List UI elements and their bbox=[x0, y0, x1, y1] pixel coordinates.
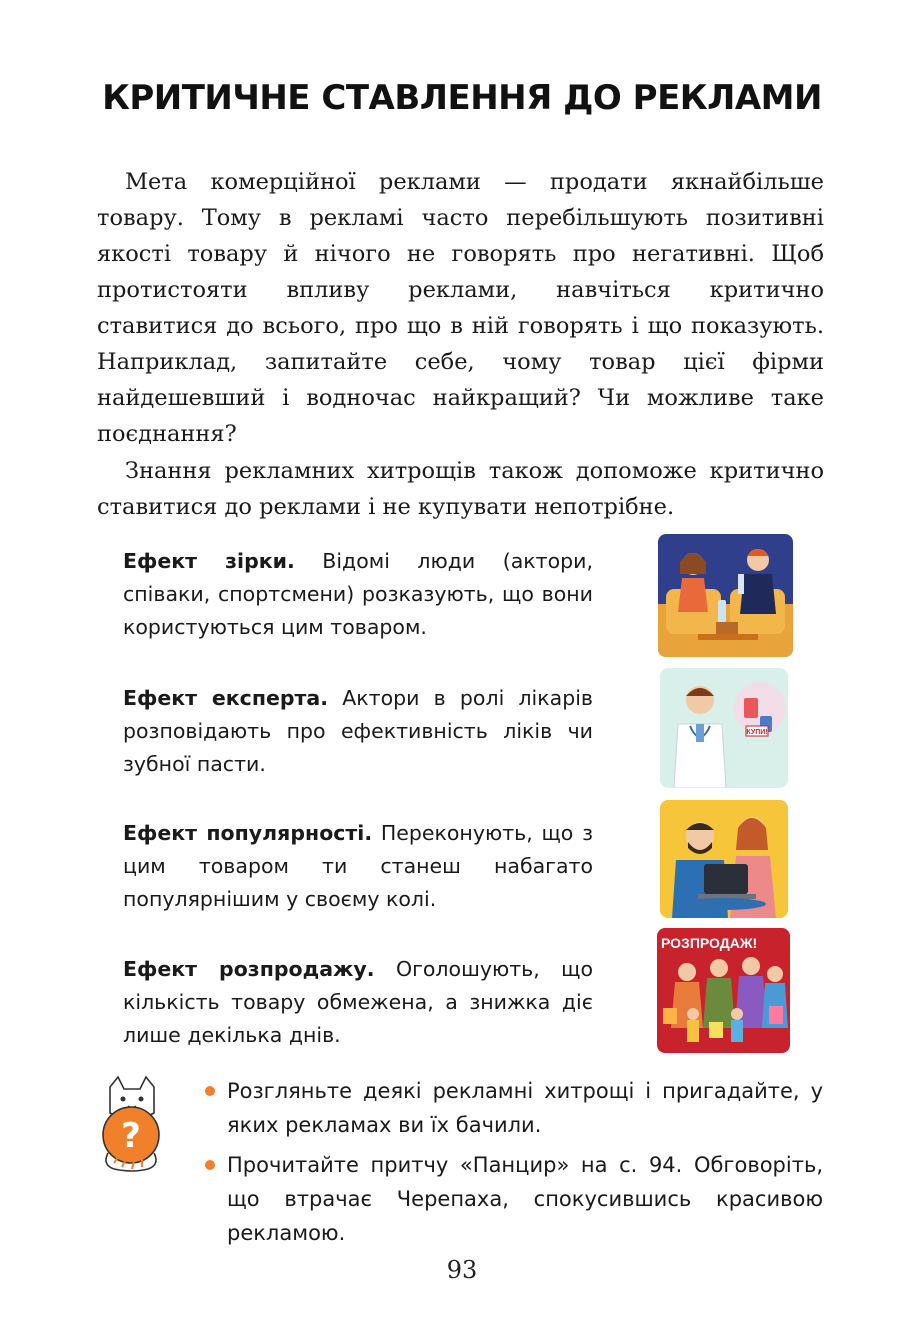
celebrity-illustration bbox=[658, 534, 793, 657]
sale-illustration bbox=[657, 928, 790, 1053]
task-item bbox=[205, 1074, 823, 1142]
effect-text: Оголошують, що кількість товару обмежена, а знижка діє лише декілька днів. bbox=[123, 957, 593, 1047]
popularity-illustration bbox=[660, 800, 788, 918]
task-list bbox=[205, 1074, 823, 1256]
effect-text: Переконують, що з цим товаром ти станеш набагато популярнішим у своєму колі. bbox=[123, 821, 593, 911]
effect-star bbox=[123, 545, 593, 644]
sale-sign: РОЗПРОДАЖ! bbox=[661, 935, 758, 951]
effect-text: Актори в ролі лікарів розповідають про ефективність ліків чи зубної пасти. bbox=[123, 686, 593, 776]
svg-text:?: ? bbox=[121, 1116, 141, 1156]
bullet-dot bbox=[205, 1160, 215, 1170]
bullet-dot bbox=[205, 1086, 215, 1096]
effect-text: Відомі люди (актори, співаки, спортсмени) розказують, що вони користуються цим товаром. bbox=[123, 549, 593, 639]
expert-illustration bbox=[660, 668, 788, 788]
effect-expert bbox=[123, 682, 593, 781]
question-cat-icon bbox=[96, 1073, 166, 1173]
knowledge-paragraph: Знання рекламних хитрощів також допоможе критично ставитися до реклами і не купувати непотрібне. bbox=[97, 458, 824, 520]
page-title: КРИТИЧНЕ СТАВЛЕННЯ ДО РЕКЛАМИ bbox=[102, 78, 822, 118]
effect-sale bbox=[123, 953, 593, 1052]
effect-term: Ефект зірки. bbox=[123, 549, 295, 573]
page-number: 93 bbox=[446, 1256, 478, 1284]
expert-sign: КУПИ! bbox=[746, 729, 768, 736]
task-text: Розгляньте деякі рекламні хитрощі і пригадайте, у яких рекламах ви їх бачили. bbox=[227, 1079, 823, 1137]
task-item bbox=[205, 1148, 823, 1250]
effect-popularity bbox=[123, 817, 593, 916]
intro-paragraph: Мета комерційної реклами — продати якнайбільше товару. Тому в рекламі часто перебільшують позитивні якості товару й нічого не говорять про негативні. Щоб протистояти впливу реклами, навчіться критично ставитися до всього, про що в ній говорять і що показують. Наприклад, запитайте себе, чому товар цієї фірми найдешевший і водночас найкращий? Чи можливе таке поєднання? bbox=[97, 169, 824, 447]
effect-term: Ефект розпродажу. bbox=[123, 957, 375, 981]
task-text: Прочитайте притчу «Панцир» на с. 94. Обговоріть, що втрачає Черепаха, спокусившись красивою рекламою. bbox=[227, 1153, 823, 1245]
effect-term: Ефект експерта. bbox=[123, 686, 329, 710]
effect-term: Ефект популярності. bbox=[123, 821, 373, 845]
